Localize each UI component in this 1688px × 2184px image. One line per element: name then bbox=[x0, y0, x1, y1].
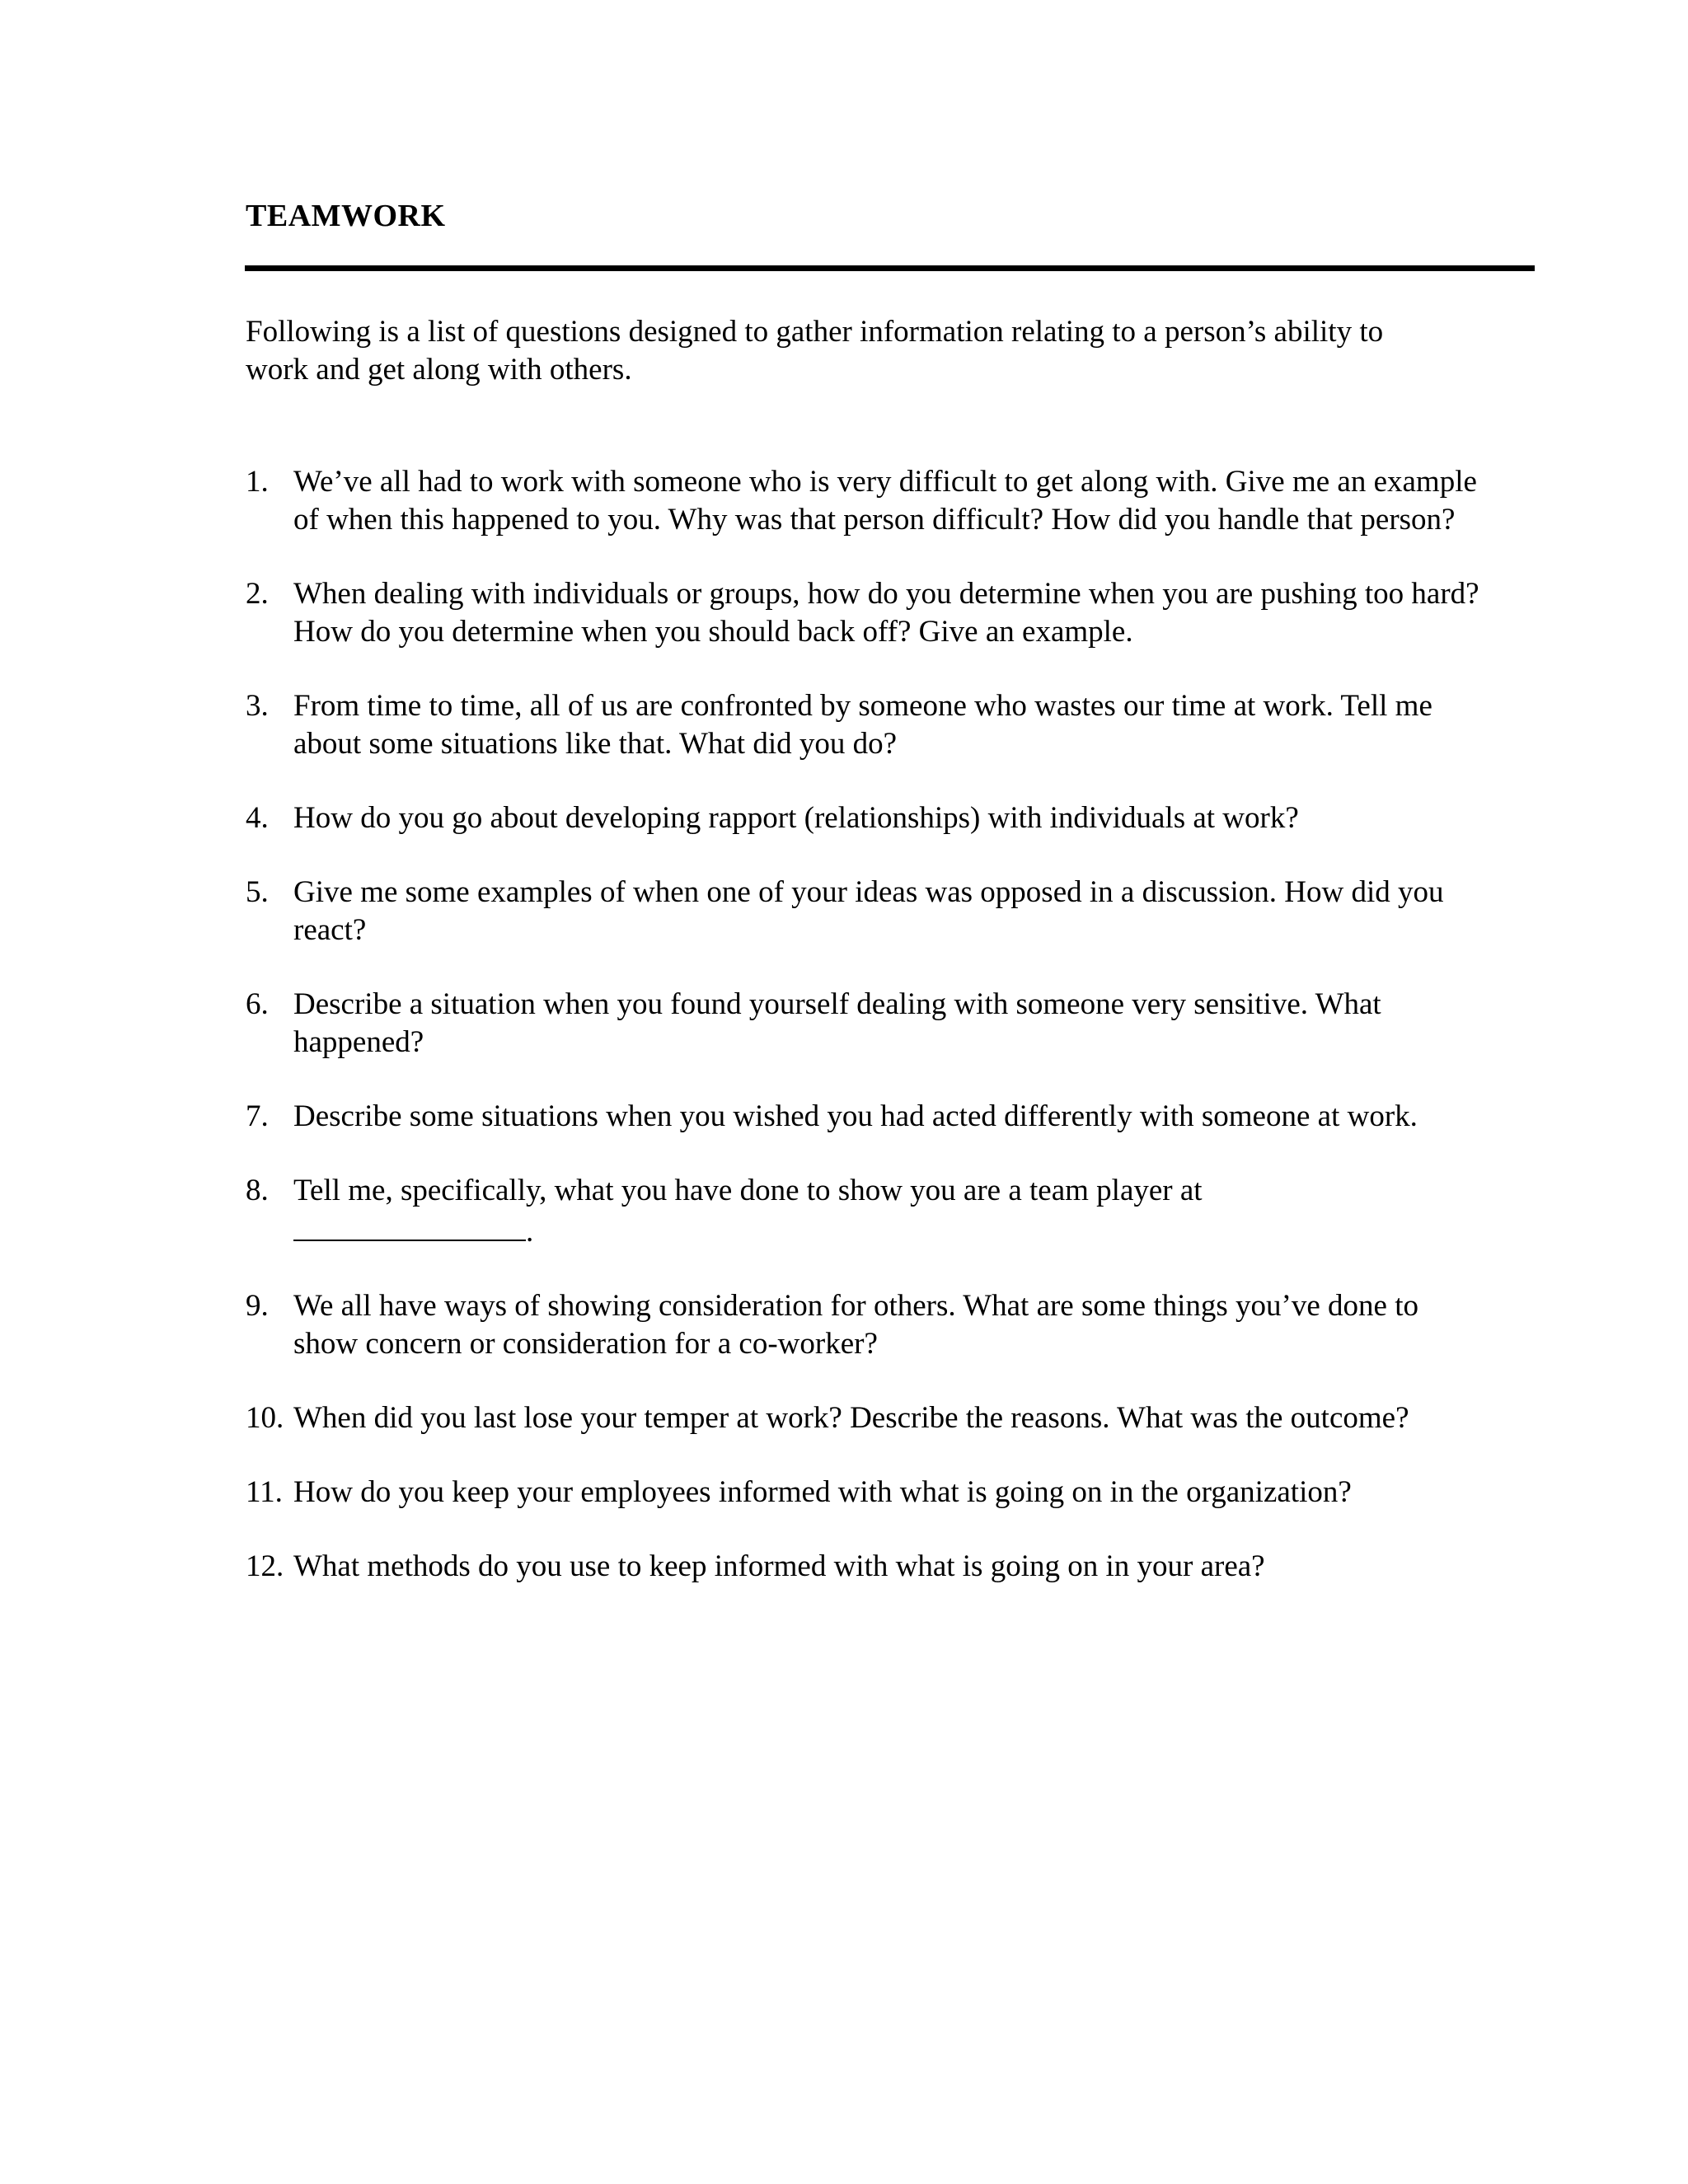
question-list bbox=[246, 463, 1482, 1622]
question-text-with-blank bbox=[293, 1172, 1480, 1251]
intro-paragraph: Following is a list of questions designed to gather information relating to a person’s ability to work and get along with others. bbox=[246, 315, 1384, 387]
question-text: Give me some examples of when one of your ideas was opposed in a discussion. How did you react? bbox=[293, 875, 1444, 947]
question-suffix: . bbox=[526, 1215, 534, 1249]
question-item-7 bbox=[246, 1098, 1482, 1136]
question-item-10 bbox=[246, 1399, 1482, 1437]
question-number: 6. bbox=[246, 987, 269, 1021]
question-text: We’ve all had to work with someone who is very difficult to get along with. Give me an example of when this happened to you. Why was that person difficult? How did you handle that person? bbox=[293, 465, 1477, 537]
question-item-3 bbox=[246, 687, 1482, 763]
question-item-12 bbox=[246, 1548, 1482, 1586]
question-text: From time to time, all of us are confronted by someone who wastes our time at work. Tell me about some situations like that. What did you do? bbox=[293, 689, 1432, 761]
question-number: 4. bbox=[246, 801, 269, 835]
question-text: How do you go about developing rapport (relationships) with individuals at work? bbox=[293, 801, 1299, 835]
question-item-5 bbox=[246, 874, 1482, 949]
question-number: 9. bbox=[246, 1289, 269, 1323]
document-title: TEAMWORK bbox=[246, 199, 446, 233]
question-number: 2. bbox=[246, 577, 269, 611]
question-item-8 bbox=[246, 1172, 1482, 1251]
question-text: Tell me, specifically, what you have done to show you are a team player at bbox=[293, 1174, 1203, 1207]
question-text: How do you keep your employees informed with what is going on in the organization? bbox=[293, 1475, 1352, 1509]
question-item-2 bbox=[246, 575, 1482, 651]
question-number: 8. bbox=[246, 1174, 269, 1207]
question-text: Describe some situations when you wished you had acted differently with someone at work. bbox=[293, 1099, 1418, 1133]
question-item-9 bbox=[246, 1287, 1482, 1363]
question-item-4 bbox=[246, 799, 1482, 837]
question-text: When dealing with individuals or groups, how do you determine when you are pushing too hard? How do you determine when you should back off? Give an example. bbox=[293, 577, 1479, 649]
question-number: 1. bbox=[246, 465, 269, 499]
question-number: 3. bbox=[246, 689, 269, 723]
question-text: When did you last lose your temper at work? Describe the reasons. What was the outcome? bbox=[293, 1401, 1409, 1435]
question-item-6 bbox=[246, 986, 1482, 1062]
question-item-11 bbox=[246, 1474, 1482, 1511]
title-divider bbox=[245, 265, 1535, 271]
question-number: 5. bbox=[246, 875, 269, 909]
question-number: 7. bbox=[246, 1099, 269, 1133]
question-item-1 bbox=[246, 463, 1482, 539]
question-number: 10. bbox=[246, 1401, 284, 1435]
fill-in-blank-line bbox=[293, 1210, 526, 1241]
question-text: What methods do you use to keep informed with what is going on in your area? bbox=[293, 1549, 1265, 1583]
question-number: 11. bbox=[246, 1475, 283, 1509]
question-text: Describe a situation when you found yourself dealing with someone very sensitive. What happened? bbox=[293, 987, 1381, 1059]
question-number: 12. bbox=[246, 1549, 284, 1583]
question-text: We all have ways of showing consideration for others. What are some things you’ve done to show concern or consideration for a co-worker? bbox=[293, 1289, 1418, 1361]
